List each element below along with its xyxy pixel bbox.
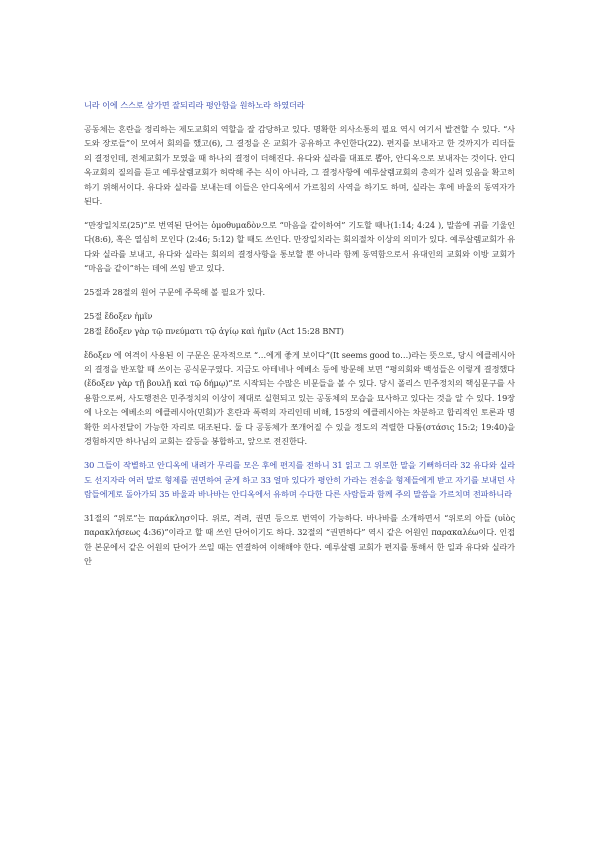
verse-block-30-35: 30 그들이 작별하고 안디옥에 내려가 무리를 모은 후에 편지를 전하니 31 읽고 그 위로한 말을 기뻐하더라 32 유다와 실라도 선지자라 여러 말로 형제를 권면하여 굳게 하고 33 얼마 있다가 평안히 가라는 전송을 형제들에게 받고 자기를 보내던 사람들에게로 돌아가되 35 바울과 바나바는 안디옥에서 유하며 수다한 다른 사람들과 함께 주의 말씀을 가르치며 전파하니라 <box>84 460 515 499</box>
document-body <box>84 98 515 569</box>
paragraph-unanimous: “만장일치로(25)”로 번역된 단어는 ὁμοθυμαδὸν으로 “마음을 같이하여” 기도할 때나(1:14; 4:24 ), 말씀에 귀를 기울인다(8:6), 혹은 열심히 모인다 (2:46; 5:12) 할 때도 쓰인다. 만장일치라는 회의절차 이상의 의미가 있다. 예루살렘교회가 유다와 실라를 보내고, 유다와 실라는 회의의 결정사항을 통보할 뿐 아니라 함께 동역함으로서 유대인의 교회와 이방 교회가 “마음을 같이”하는 데에 쓰임 받고 있다. <box>84 220 515 274</box>
paragraph-church-role: 공동체는 혼란을 정리하는 제도교회의 역할을 잘 감당하고 있다. 명확한 의사소통의 필요 역시 여기서 발견할 수 있다. “사도와 장로들”이 모여서 회의를 했고(6), 그 결정을 온 교회가 공유하고 추인한다(22). 편지를 보내자고 한 것까지가 리더들의 결정인데, 전체교회가 모였을 때 하나의 결정이 더해진다. 유다와 실라를 대표로 뽑아, 안디옥으로 보내자는 것이다. 안디옥교회의 질의를 듣고 예루살렘교회가 허락해 주는 식이 아니라, 그 결정사항에 예루살렘교회의 총의가 실려 있음을 확고히 하기 위해서이다. 유다와 실라를 보내는데 이들은 안디옥에서 가르침의 사역을 하기도 하며, 실라는 후에 바울의 동역자가 된다. <box>84 124 515 207</box>
paragraph-greek-note: 25절과 28절의 원어 구문에 주목해 볼 필요가 있다. <box>84 287 266 298</box>
intro-verse-line: 니라 이에 스스로 삼가면 잘되리라 평안함을 원하노라 하였더라 <box>84 100 305 110</box>
paragraph-paraklesis: 31절의 “위로”는 παράκλησ이다. 위로, 격려, 권면 등으로 번역이 가능하다. 바나바를 소개하면서 “위로의 아들 (υἱὸς παρακλήσεως 4:36)”이라고 할 때 쓰인 단어이기도 하다. 32절의 “권면하다” 역시 같은 어원인 παρακαλέω이다. 인접한 본문에서 같은 어원의 단어가 쓰일 때는 연결하여 이해해야 한다. 예루살렘 교회가 편지를 통해서 한 일과 유다와 실라가 안 <box>84 512 515 567</box>
paragraph-edoxen: ἔδοξεν 에 여격이 사용된 이 구문은 문자적으로 “…에게 좋게 보이다”(It seems good to…)라는 뜻으로, 당시 에클레시아의 결정을 반포할 때 쓰이는 공식문구였다. 지금도 아테네나 에베소 등에 방문해 보면 “평의회와 백성들은 이렇게 결정했다 (ἔδοξεν γὰρ τῇ βουλῇ καὶ τῷ δήμῳ)”로 시작되는 수많은 비문들을 볼 수 있다. 당시 폴리스 민주정치의 핵심문구를 사용함으로써, 사도행전은 민주정치의 이상이 제대로 실현되고 있는 공동체의 모습을 묘사하고 있다는 것을 알 수 있다. 19장에 나오는 에베소의 에클레시아(민회)가 혼란과 폭력의 자리인데 비해, 15장의 에클레시아는 차분하고 합리적인 토론과 명확한 의사전달이 가능한 자리로 대조된다. 둘 다 공동체가 쪼개어질 수 있을 정도의 격렬한 다툼(στάσις 15:2; 19:40)을 경험하지만 하나님의 교회는 갈등을 봉합하고, 앞으로 전진한다. <box>84 349 515 447</box>
greek-verse-28: 28절 ἔδοξεν γὰρ τῷ πνεύματι τῷ ἁγίῳ καὶ ἡμῖν (Act 15:28 BNT) <box>84 325 344 336</box>
greek-verse-25: 25절 ἔδοξεν ἡμῖν <box>84 311 153 322</box>
